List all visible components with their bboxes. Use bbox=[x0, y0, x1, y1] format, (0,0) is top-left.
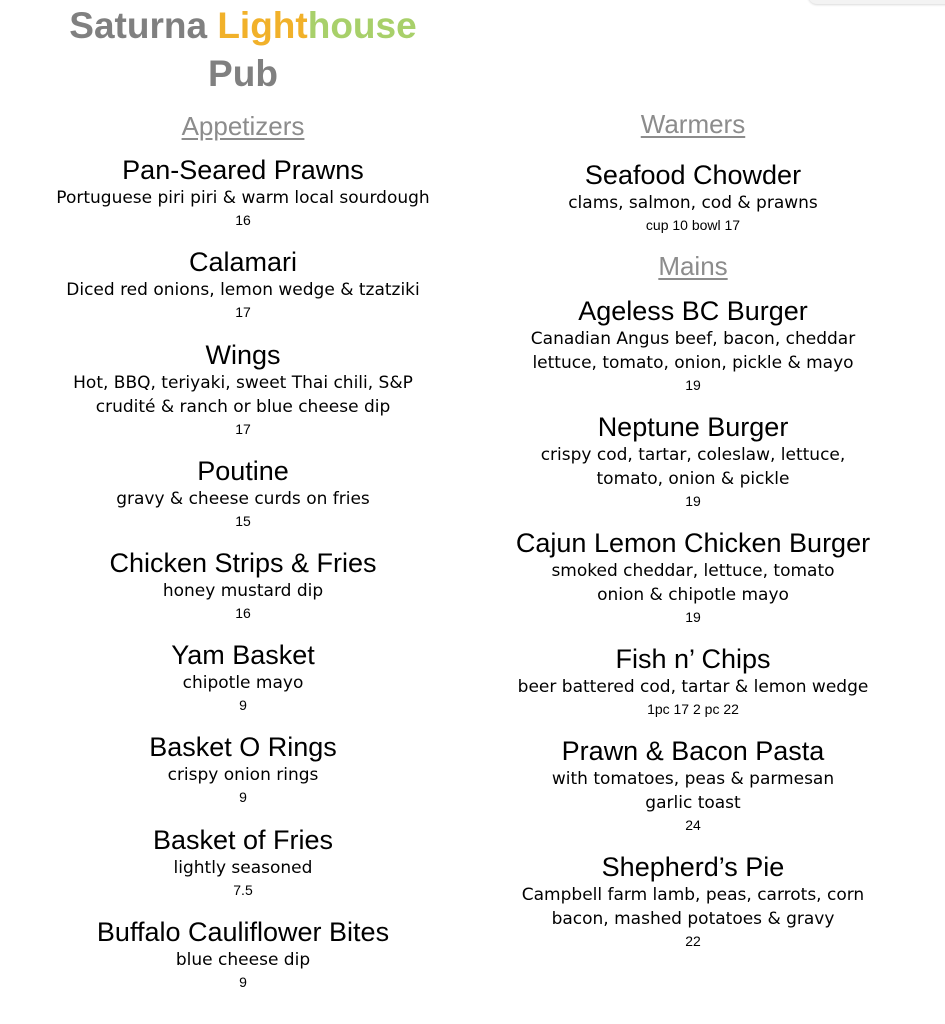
item-description bbox=[468, 327, 918, 375]
item-name: Basket O Rings bbox=[149, 732, 337, 762]
menu-item bbox=[468, 643, 918, 719]
item-name: Cajun Lemon Chicken Burger bbox=[515, 528, 871, 558]
item-name: Chicken Strips & Fries bbox=[109, 548, 377, 578]
title-house: house bbox=[307, 5, 417, 46]
item-description bbox=[20, 186, 466, 210]
item-desc-line: Portuguese piri piri & warm local sourdough bbox=[56, 188, 430, 208]
item-description bbox=[20, 579, 466, 603]
mains-heading: Mains bbox=[658, 251, 728, 281]
appetizers-heading: Appetizers bbox=[181, 111, 305, 141]
item-desc-line: smoked cheddar, lettuce, tomato bbox=[551, 561, 835, 581]
item-price: 15 bbox=[235, 513, 251, 529]
item-name: Basket of Fries bbox=[152, 825, 334, 855]
item-desc-line: Diced red onions, lemon wedge & tzatziki bbox=[66, 280, 420, 300]
item-price: 16 bbox=[235, 212, 251, 228]
menu-item bbox=[468, 527, 918, 627]
item-description bbox=[20, 948, 466, 972]
item-price: cup 10 bowl 17 bbox=[645, 217, 741, 233]
item-name: Seafood Chowder bbox=[584, 160, 802, 190]
item-description bbox=[468, 883, 918, 931]
item-desc-line: blue cheese dip bbox=[175, 950, 311, 970]
item-price: 7.5 bbox=[233, 882, 253, 898]
item-desc-line: onion & chipotle mayo bbox=[597, 585, 789, 605]
menu-item bbox=[20, 639, 466, 715]
menu-item bbox=[20, 547, 466, 623]
item-desc-line: crudité & ranch or blue cheese dip bbox=[95, 397, 391, 417]
item-price: 24 bbox=[685, 817, 701, 833]
item-name: Ageless BC Burger bbox=[578, 296, 808, 326]
title-line-1 bbox=[60, 2, 426, 50]
item-description bbox=[468, 443, 918, 491]
item-desc-line: tomato, onion & pickle bbox=[596, 469, 790, 489]
item-name: Calamari bbox=[188, 247, 298, 277]
item-name: Poutine bbox=[197, 456, 289, 486]
menu-item bbox=[468, 735, 918, 835]
title-light: Light bbox=[217, 5, 308, 46]
item-price: 1pc 17 2 pc 22 bbox=[647, 701, 739, 717]
item-price: 19 bbox=[685, 493, 701, 509]
item-name: Neptune Burger bbox=[597, 412, 789, 442]
item-price: 16 bbox=[235, 605, 251, 621]
menu-item bbox=[468, 295, 918, 395]
item-price: 22 bbox=[685, 933, 701, 949]
item-description bbox=[20, 763, 466, 787]
warmers-heading: Warmers bbox=[640, 109, 746, 139]
item-name: Wings bbox=[205, 340, 281, 370]
menu-item bbox=[468, 411, 918, 511]
item-desc-line: gravy & cheese curds on fries bbox=[116, 489, 370, 509]
menu-item bbox=[20, 731, 466, 807]
top-scroll-pill bbox=[808, 0, 945, 4]
title-line-2: Pub bbox=[208, 53, 278, 94]
item-price: 17 bbox=[235, 304, 251, 320]
item-description bbox=[20, 487, 466, 511]
item-price: 17 bbox=[235, 421, 251, 437]
item-description bbox=[20, 856, 466, 880]
item-desc-line: Canadian Angus beef, bacon, cheddar bbox=[530, 329, 856, 349]
item-name: Buffalo Cauliflower Bites bbox=[96, 917, 390, 947]
item-price: 19 bbox=[685, 609, 701, 625]
item-desc-line: with tomatoes, peas & parmesan bbox=[551, 769, 835, 789]
menu-item bbox=[468, 851, 918, 951]
menu-item bbox=[20, 916, 466, 992]
item-name: Yam Basket bbox=[171, 640, 315, 670]
item-desc-line: garlic toast bbox=[645, 793, 741, 813]
item-name: Shepherd’s Pie bbox=[601, 852, 785, 882]
item-name: Prawn & Bacon Pasta bbox=[561, 736, 825, 766]
menu-item bbox=[20, 455, 466, 531]
item-desc-line: Campbell farm lamb, peas, carrots, corn bbox=[521, 885, 865, 905]
item-desc-line: Hot, BBQ, teriyaki, sweet Thai chili, S&P bbox=[73, 373, 413, 393]
item-desc-line: chipotle mayo bbox=[182, 673, 304, 693]
item-desc-line: crispy cod, tartar, coleslaw, lettuce, bbox=[540, 445, 846, 465]
item-price: 19 bbox=[685, 377, 701, 393]
menu-item bbox=[20, 246, 466, 322]
title-saturna: Saturna bbox=[69, 5, 218, 46]
item-price: 9 bbox=[239, 697, 247, 713]
menu-item bbox=[20, 339, 466, 439]
item-price: 9 bbox=[239, 974, 247, 990]
item-desc-line: lettuce, tomato, onion, pickle & mayo bbox=[532, 353, 854, 373]
item-name: Pan-Seared Prawns bbox=[122, 155, 364, 185]
pub-title bbox=[60, 2, 426, 98]
item-name: Fish n’ Chips bbox=[615, 644, 771, 674]
item-description bbox=[468, 767, 918, 815]
menu-item bbox=[468, 159, 918, 235]
item-description bbox=[468, 559, 918, 607]
item-desc-line: bacon, mashed potatoes & gravy bbox=[551, 909, 835, 929]
item-desc-line: clams, salmon, cod & prawns bbox=[568, 193, 818, 213]
item-description bbox=[468, 191, 918, 215]
item-desc-line: honey mustard dip bbox=[162, 581, 324, 601]
item-desc-line: beer battered cod, tartar & lemon wedge bbox=[517, 677, 869, 697]
item-price: 9 bbox=[239, 789, 247, 805]
item-desc-line: crispy onion rings bbox=[167, 765, 319, 785]
item-description bbox=[468, 675, 918, 699]
item-description bbox=[20, 671, 466, 695]
item-desc-line: lightly seasoned bbox=[173, 858, 313, 878]
menu-item bbox=[20, 154, 466, 230]
item-description bbox=[20, 278, 466, 302]
menu-item bbox=[20, 824, 466, 900]
item-description bbox=[20, 371, 466, 419]
